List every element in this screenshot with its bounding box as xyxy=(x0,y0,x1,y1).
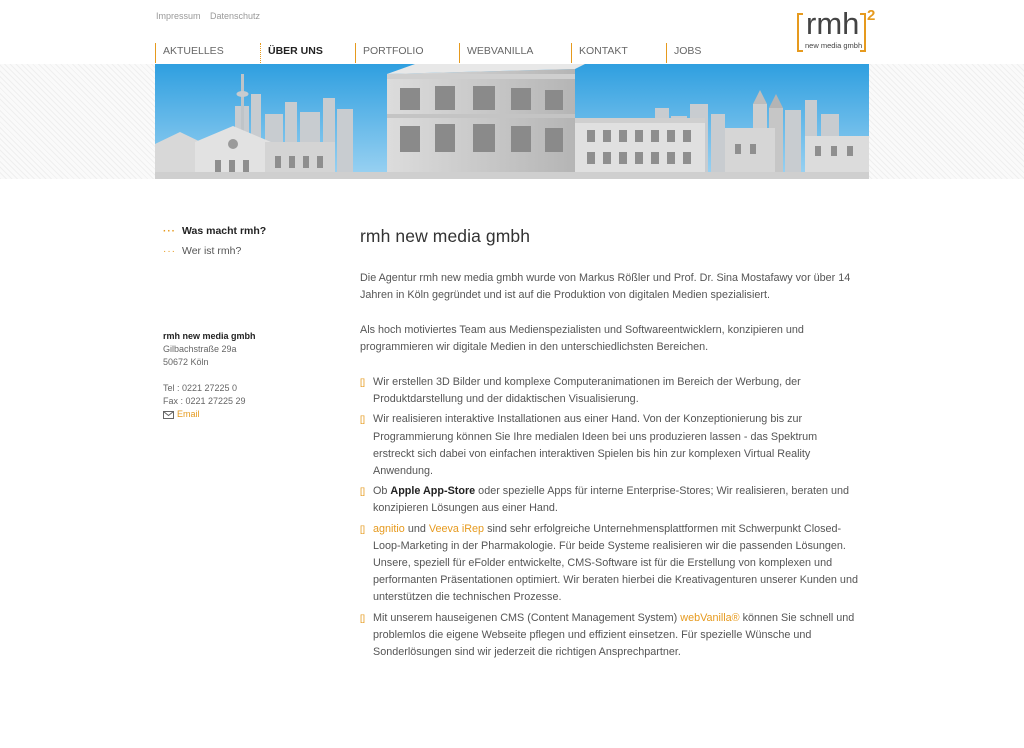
sub-navigation xyxy=(163,224,266,264)
nav-jobs[interactable]: JOBS xyxy=(666,43,701,63)
nav-ueber-uns[interactable]: ÜBER UNS xyxy=(260,43,323,63)
bracket-bullet-icon: [] xyxy=(360,486,366,497)
webvanilla-link[interactable]: webVanilla® xyxy=(680,611,740,624)
team-paragraph: Als hoch motiviertes Team aus Medienspezialisten und Softwareentwicklern, konzipieren und programmieren wir digitale Medien in den unterschiedlichsten Bereichen. xyxy=(360,324,804,353)
bullet-text: Wir erstellen 3D Bilder und komplexe Computeranimationen im Bereich der Werbung, der Produktdarstellung und der didaktischen Visualisierung. xyxy=(373,376,801,406)
address-company: rmh new media gmbh xyxy=(163,331,256,341)
app-store-highlight: Apple App-Store xyxy=(390,485,476,498)
list-item xyxy=(360,610,860,662)
email-link[interactable] xyxy=(163,408,256,421)
nav-portfolio[interactable]: PORTFOLIO xyxy=(355,43,423,63)
bullet-text-pre: Mit unserem hauseigenen CMS (Content Management System) xyxy=(373,611,681,624)
email-label: Email xyxy=(177,409,200,419)
nav-aktuelles[interactable]: AKTUELLES xyxy=(155,43,224,63)
bracket-bullet-icon: [] xyxy=(360,377,366,387)
bullet-text-post: können Sie schnell und problemlos die eigene Webseite pflegen und effizient einsetzen. Für spezielle Wünsche und Sonderlösungen sind wir jederzeit die richtigen Ansprechpartner. xyxy=(373,611,855,659)
bullet-text-post: sind sehr erfolgreiche Unternehmensplattformen mit Schwerpunkt Closed-Loop-Marketing in der Pharmakologie. Für beide Systeme realisieren wir die passenden Lösungen. Unsere, speziell für eFolder entwickelte, CMS-Software ist für die Erstellung von komplexen und performanten Präsentationen optimiert. Wir beraten hierbei die Kreativagenturen unserer Kunden und unterstützen die technischen Prozesse. xyxy=(373,522,858,604)
intro-paragraph: Die Agentur rmh new media gmbh wurde von Markus Rößler und Prof. Dr. Sina Mostafawy vor über 14 Jahren in Köln gegründet und ist auf die Produktion von digitalen Medien spezialisiert. xyxy=(360,272,851,301)
bullet-text: Wir realisieren interaktive Installationen aus einer Hand. Von der Konzeptionierung bis zur Programmierung können Sie Ihre medialen Ideen bei uns produzieren lassen - das Spektrum erstreckt sich dabei von einfachen interaktiven Spielen bis hin zur komplexen Virtual Reality Anwendung. xyxy=(373,413,818,478)
veeva-irep-link[interactable]: Veeva iRep xyxy=(428,522,485,535)
subnav-label: Was macht rmh? xyxy=(182,225,267,237)
bullet-text-post: oder spezielle Apps für interne Enterprise-Stores; Wir realisieren, beraten und konzipieren Lösungen aus einer Hand. xyxy=(373,485,850,515)
subnav-was-macht-rmh[interactable] xyxy=(163,224,266,244)
header-banner xyxy=(155,64,869,179)
main-nav xyxy=(155,43,869,63)
list-item xyxy=(360,521,860,607)
address-block xyxy=(163,330,256,421)
subnav-label: Wer ist rmh? xyxy=(182,245,242,257)
bullet-text-pre: Ob xyxy=(373,485,391,498)
datenschutz-link[interactable]: Datenschutz xyxy=(210,11,261,21)
logo-superscript: 2 xyxy=(867,7,876,24)
list-item xyxy=(360,374,860,408)
nav-kontakt[interactable]: KONTAKT xyxy=(571,43,628,63)
impressum-link[interactable]: Impressum xyxy=(156,11,201,21)
top-links xyxy=(156,11,267,21)
dots-icon: ··· xyxy=(163,226,176,237)
services-list xyxy=(360,374,860,661)
address-city: 50672 Köln xyxy=(163,357,209,367)
logo-subtitle: new media gmbh xyxy=(805,41,863,50)
bracket-bullet-icon: [] xyxy=(360,414,366,425)
subnav-wer-ist-rmh[interactable] xyxy=(163,244,266,264)
address-phone: Tel : 0221 27225 0 xyxy=(163,383,238,393)
page-title: rmh new media gmbh xyxy=(360,226,531,246)
main-content xyxy=(360,226,860,664)
dots-icon: ··· xyxy=(163,246,176,257)
mail-icon xyxy=(163,411,174,419)
bullet-text-and: und xyxy=(404,522,429,535)
bracket-bullet-icon: [] xyxy=(360,612,366,623)
nav-webvanilla[interactable]: WEBVANILLA xyxy=(459,43,533,63)
agnitio-link[interactable]: agnitio xyxy=(373,522,405,535)
logo-wordmark: rmh xyxy=(806,6,860,41)
address-street: Gilbachstraße 29a xyxy=(163,344,237,354)
list-item xyxy=(360,483,860,517)
bracket-bullet-icon: [] xyxy=(360,523,366,534)
city-illustration xyxy=(155,64,869,179)
list-item xyxy=(360,411,860,480)
address-fax: Fax : 0221 27225 29 xyxy=(163,396,246,406)
